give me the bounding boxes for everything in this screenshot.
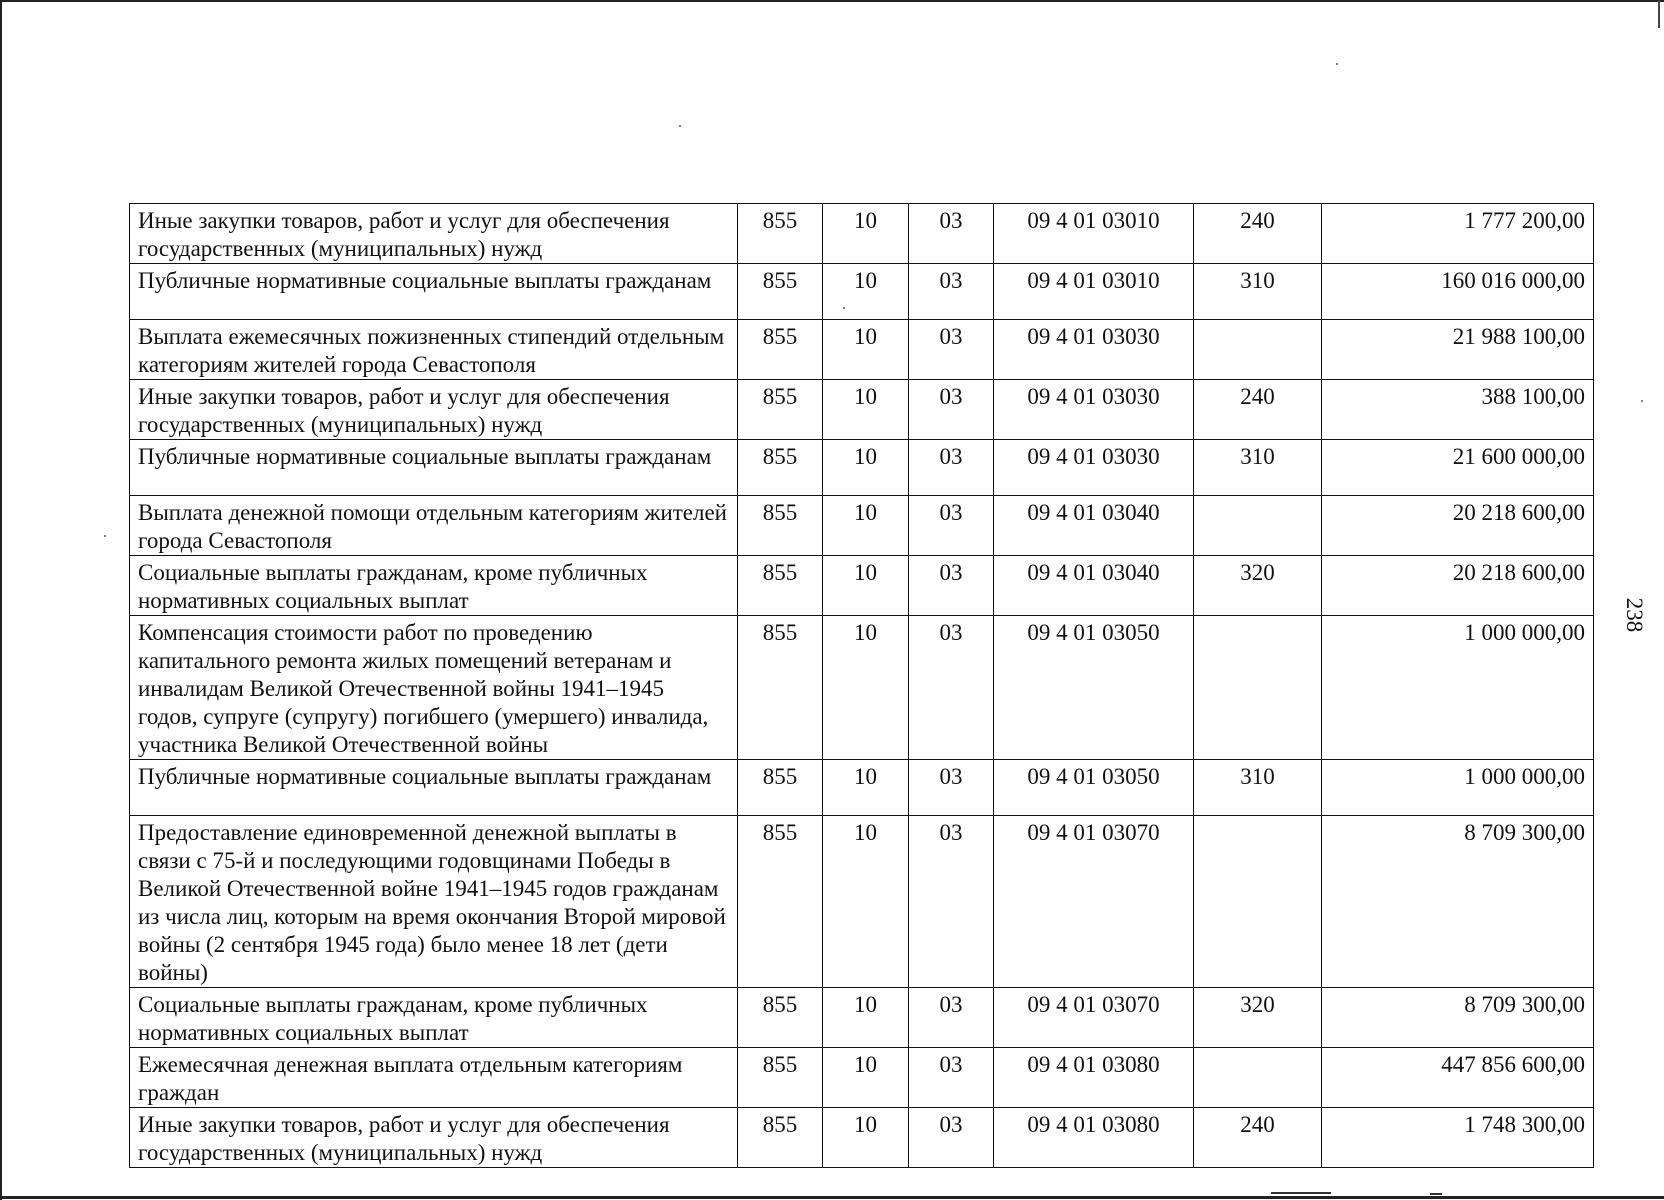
subsection-code-cell: 03 bbox=[909, 380, 994, 440]
department-code-cell: 855 bbox=[738, 496, 823, 556]
amount-cell: 447 856 600,00 bbox=[1322, 1048, 1594, 1108]
subsection-code-cell: 03 bbox=[909, 556, 994, 616]
target-article-cell: 09 4 01 03030 bbox=[994, 320, 1194, 380]
scan-edge-left bbox=[0, 0, 2, 1200]
section-code-cell: 10 bbox=[823, 760, 909, 816]
budget-table-body bbox=[130, 204, 1594, 1168]
section-code-cell: 10 bbox=[823, 556, 909, 616]
table-row bbox=[130, 440, 1594, 496]
target-article-cell: 09 4 01 03040 bbox=[994, 496, 1194, 556]
department-code-cell: 855 bbox=[738, 988, 823, 1048]
section-code-cell: 10 bbox=[823, 380, 909, 440]
scan-edge-bottom bbox=[0, 1196, 1664, 1199]
target-article-cell: 09 4 01 03050 bbox=[994, 760, 1194, 816]
subsection-code-cell: 03 bbox=[909, 440, 994, 496]
expense-type-cell: 240 bbox=[1194, 380, 1322, 440]
target-article-cell: 09 4 01 03070 bbox=[994, 816, 1194, 988]
expense-type-cell bbox=[1194, 320, 1322, 380]
expense-type-cell bbox=[1194, 616, 1322, 760]
table-row bbox=[130, 1048, 1594, 1108]
item-name-cell: Социальные выплаты гражданам, кроме публичных нормативных социальных выплат bbox=[130, 556, 738, 616]
amount-cell: 21 988 100,00 bbox=[1322, 320, 1594, 380]
section-code-cell: 10 bbox=[823, 204, 909, 264]
subsection-code-cell: 03 bbox=[909, 204, 994, 264]
table-row bbox=[130, 988, 1594, 1048]
amount-cell: 1 748 300,00 bbox=[1322, 1108, 1594, 1168]
scan-speck bbox=[679, 125, 681, 127]
subsection-code-cell: 03 bbox=[909, 496, 994, 556]
subsection-code-cell: 03 bbox=[909, 988, 994, 1048]
expense-type-cell: 240 bbox=[1194, 204, 1322, 264]
target-article-cell: 09 4 01 03010 bbox=[994, 264, 1194, 320]
target-article-cell: 09 4 01 03040 bbox=[994, 556, 1194, 616]
budget-table bbox=[129, 203, 1594, 1168]
amount-cell: 388 100,00 bbox=[1322, 380, 1594, 440]
subsection-code-cell: 03 bbox=[909, 264, 994, 320]
section-code-cell: 10 bbox=[823, 440, 909, 496]
target-article-cell: 09 4 01 03050 bbox=[994, 616, 1194, 760]
footer-mark bbox=[1430, 1193, 1442, 1195]
expense-type-cell bbox=[1194, 816, 1322, 988]
table-row bbox=[130, 264, 1594, 320]
scan-speck bbox=[1336, 63, 1338, 65]
table-row bbox=[130, 556, 1594, 616]
table-row bbox=[130, 816, 1594, 988]
subsection-code-cell: 03 bbox=[909, 1048, 994, 1108]
scan-edge-top bbox=[0, 0, 1664, 2]
scan-speck bbox=[1641, 400, 1643, 402]
table-row bbox=[130, 320, 1594, 380]
item-name-cell: Иные закупки товаров, работ и услуг для обеспечения государственных (муниципальных) нужд bbox=[130, 1108, 738, 1168]
section-code-cell: 10 bbox=[823, 616, 909, 760]
expense-type-cell: 310 bbox=[1194, 440, 1322, 496]
expense-type-cell: 310 bbox=[1194, 264, 1322, 320]
department-code-cell: 855 bbox=[738, 760, 823, 816]
expense-type-cell bbox=[1194, 1048, 1322, 1108]
target-article-cell: 09 4 01 03030 bbox=[994, 440, 1194, 496]
section-code-cell: 10 bbox=[823, 496, 909, 556]
item-name-cell: Выплата ежемесячных пожизненных стипендий отдельным категориям жителей города Севастополя bbox=[130, 320, 738, 380]
subsection-code-cell: 03 bbox=[909, 816, 994, 988]
item-name-cell: Выплата денежной помощи отдельным категориям жителей города Севастополя bbox=[130, 496, 738, 556]
section-code-cell: 10 bbox=[823, 988, 909, 1048]
amount-cell: 21 600 000,00 bbox=[1322, 440, 1594, 496]
department-code-cell: 855 bbox=[738, 816, 823, 988]
department-code-cell: 855 bbox=[738, 1048, 823, 1108]
amount-cell: 8 709 300,00 bbox=[1322, 988, 1594, 1048]
table-row bbox=[130, 380, 1594, 440]
department-code-cell: 855 bbox=[738, 556, 823, 616]
item-name-cell: Компенсация стоимости работ по проведению капитального ремонта жилых помещений ветеранам и инвалидам Великой Отечественной войны 1941–1945 годов, супруге (супругу) погибшего (умершего) инвалида, участника Великой Отечественной войны bbox=[130, 616, 738, 760]
table-row bbox=[130, 204, 1594, 264]
department-code-cell: 855 bbox=[738, 440, 823, 496]
section-code-cell: 10 bbox=[823, 816, 909, 988]
scan-speck bbox=[104, 535, 106, 537]
section-code-cell: 10 bbox=[823, 1108, 909, 1168]
subsection-code-cell: 03 bbox=[909, 760, 994, 816]
table-row bbox=[130, 1108, 1594, 1168]
target-article-cell: 09 4 01 03010 bbox=[994, 204, 1194, 264]
subsection-code-cell: 03 bbox=[909, 1108, 994, 1168]
target-article-cell: 09 4 01 03080 bbox=[994, 1108, 1194, 1168]
department-code-cell: 855 bbox=[738, 616, 823, 760]
expense-type-cell: 320 bbox=[1194, 988, 1322, 1048]
amount-cell: 1 777 200,00 bbox=[1322, 204, 1594, 264]
department-code-cell: 855 bbox=[738, 380, 823, 440]
subsection-code-cell: 03 bbox=[909, 320, 994, 380]
expense-type-cell: 320 bbox=[1194, 556, 1322, 616]
department-code-cell: 855 bbox=[738, 1108, 823, 1168]
item-name-cell: Публичные нормативные социальные выплаты гражданам bbox=[130, 760, 738, 816]
section-code-cell: 10 bbox=[823, 320, 909, 380]
amount-cell: 20 218 600,00 bbox=[1322, 496, 1594, 556]
table-row bbox=[130, 760, 1594, 816]
section-code-cell: 10 bbox=[823, 264, 909, 320]
footer-mark bbox=[1271, 1192, 1331, 1194]
page-number: 238 bbox=[1622, 597, 1647, 633]
item-name-cell: Публичные нормативные социальные выплаты гражданам bbox=[130, 440, 738, 496]
expense-type-cell: 310 bbox=[1194, 760, 1322, 816]
section-code-cell: 10 bbox=[823, 1048, 909, 1108]
department-code-cell: 855 bbox=[738, 204, 823, 264]
scan-edge-right bbox=[1658, 0, 1660, 28]
amount-cell: 1 000 000,00 bbox=[1322, 760, 1594, 816]
amount-cell: 160 016 000,00 bbox=[1322, 264, 1594, 320]
item-name-cell: Публичные нормативные социальные выплаты гражданам bbox=[130, 264, 738, 320]
target-article-cell: 09 4 01 03070 bbox=[994, 988, 1194, 1048]
item-name-cell: Ежемесячная денежная выплата отдельным категориям граждан bbox=[130, 1048, 738, 1108]
item-name-cell: Предоставление единовременной денежной выплаты в связи с 75-й и последующими годовщинами Победы в Великой Отечественной войне 1941–1945 годов гражданам из числа лиц, которым на время окончания Второй мировой войны (2 сентября 1945 года) было менее 18 лет (дети войны) bbox=[130, 816, 738, 988]
amount-cell: 20 218 600,00 bbox=[1322, 556, 1594, 616]
department-code-cell: 855 bbox=[738, 320, 823, 380]
target-article-cell: 09 4 01 03080 bbox=[994, 1048, 1194, 1108]
expense-type-cell bbox=[1194, 496, 1322, 556]
expense-type-cell: 240 bbox=[1194, 1108, 1322, 1168]
subsection-code-cell: 03 bbox=[909, 616, 994, 760]
target-article-cell: 09 4 01 03030 bbox=[994, 380, 1194, 440]
amount-cell: 1 000 000,00 bbox=[1322, 616, 1594, 760]
item-name-cell: Иные закупки товаров, работ и услуг для обеспечения государственных (муниципальных) нужд bbox=[130, 380, 738, 440]
item-name-cell: Иные закупки товаров, работ и услуг для обеспечения государственных (муниципальных) нужд bbox=[130, 204, 738, 264]
item-name-cell: Социальные выплаты гражданам, кроме публичных нормативных социальных выплат bbox=[130, 988, 738, 1048]
amount-cell: 8 709 300,00 bbox=[1322, 816, 1594, 988]
table-row bbox=[130, 496, 1594, 556]
table-row bbox=[130, 616, 1594, 760]
department-code-cell: 855 bbox=[738, 264, 823, 320]
